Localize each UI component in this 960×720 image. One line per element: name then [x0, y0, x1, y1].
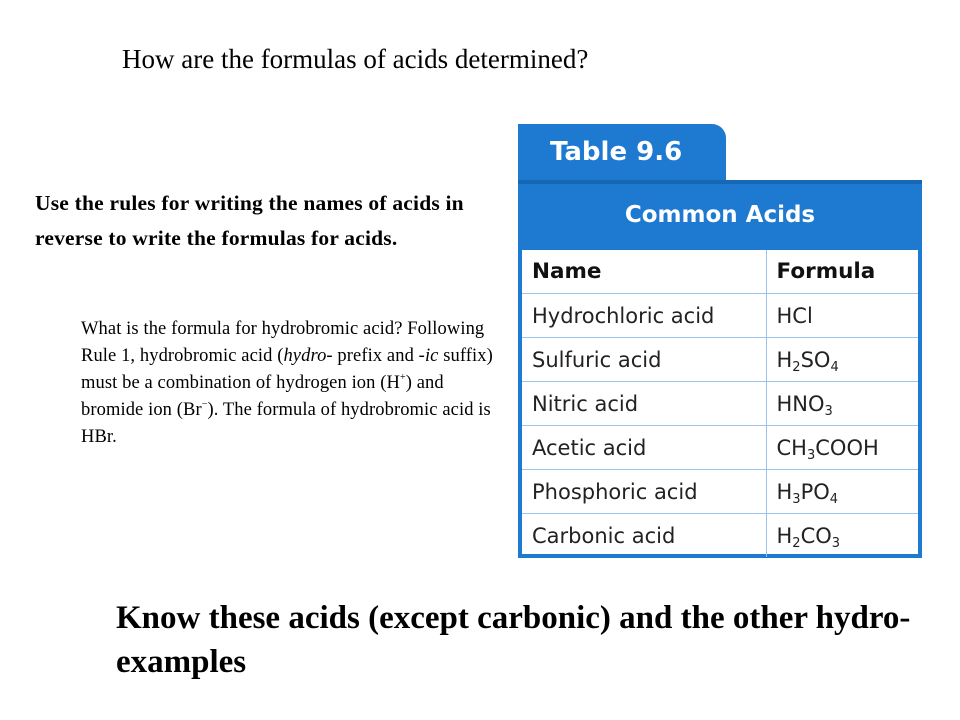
table-header-row [522, 250, 918, 294]
acid-name: Acetic acid [522, 426, 766, 470]
slide-title: How are the formulas of acids determined? [122, 44, 589, 74]
table-row [522, 338, 918, 382]
acid-name: Sulfuric acid [522, 338, 766, 382]
hydrogen-charge: + [399, 371, 406, 383]
column-header-formula: Formula [766, 250, 918, 294]
bromide-charge: − [201, 398, 208, 410]
hydro-prefix: hydro- [283, 346, 333, 366]
example-text-part: suffix) must be a combination of hydrogen ion (H [81, 346, 493, 393]
acid-name: Nitric acid [522, 382, 766, 426]
table-heading: Common Acids [518, 180, 922, 250]
acid-formula: $CH_3COOH$ [766, 426, 918, 470]
acid-formula: HCl [766, 294, 918, 338]
table-row [522, 426, 918, 470]
footer-note: Know these acids (except carbonic) and the other hydro- examples [116, 600, 911, 680]
example-text-part: ) and bromide ion (Br [81, 373, 444, 420]
acid-formula: $H_2SO_4$ [766, 338, 918, 382]
table-grid [518, 250, 922, 558]
acid-formula: $H_3PO_4$ [766, 470, 918, 514]
acid-name: Carbonic acid [522, 514, 766, 558]
column-header-name: Name [522, 250, 766, 294]
table-row [522, 294, 918, 338]
acid-formula: $H_2CO_3$ [766, 514, 918, 558]
table-row [522, 514, 918, 558]
table-row [522, 470, 918, 514]
example-paragraph [81, 316, 501, 451]
example-text-part: prefix and - [332, 346, 425, 366]
intro-text: Use the rules for writing the names of acids in reverse to write the formulas for acids. [35, 191, 464, 250]
acid-formula: $HNO_3$ [766, 382, 918, 426]
ic-suffix: ic [424, 346, 439, 366]
example-text [81, 316, 501, 451]
table-row [522, 382, 918, 426]
acid-name: Phosphoric acid [522, 470, 766, 514]
example-text-part: ). The formula of hydrobromic acid is HBr. [81, 400, 491, 447]
common-acids-table [518, 124, 922, 558]
table-label: Table 9.6 [518, 124, 726, 180]
acid-name: Hydrochloric acid [522, 294, 766, 338]
example-text-part: What is the formula for hydrobromic acid? Following Rule 1, hydrobromic acid ( [81, 319, 485, 366]
